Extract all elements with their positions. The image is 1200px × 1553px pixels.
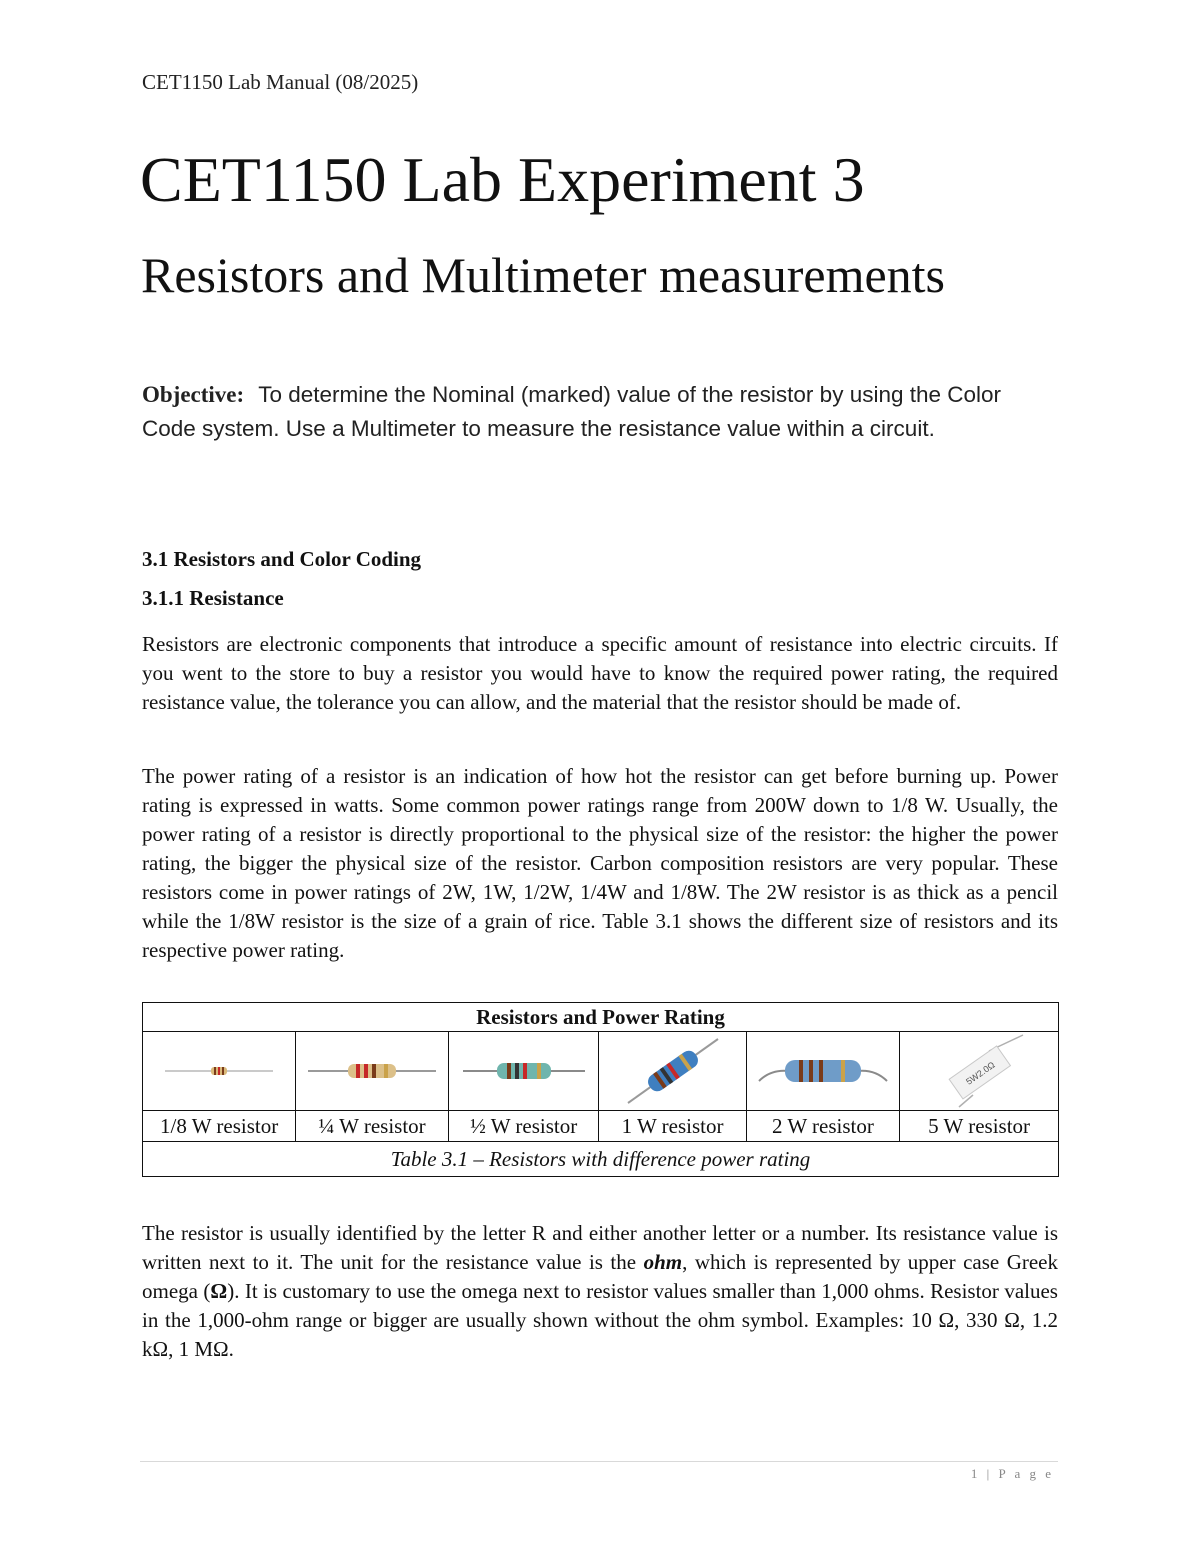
cement-resistor-marking: 5W2.0Ω [964,1059,997,1087]
notation-text-c: ). It is customary to use the omega next to resistor values smaller than 1,000 ohms. Resistor values in the 1,000-ohm range or bigger are usually shown without the ohm symbol. Examples: 10 Ω, 330 Ω, 1.2 kΩ, 1 MΩ. [142,1279,1058,1361]
paragraph-resistors-intro: Resistors are electronic components that introduce a specific amount of resistance into electric circuits. If you went to the store to buy a resistor you would have to know the required power rating, the required resistance value, the tolerance you can allow, and the material that the resistor should be made of. [142,632,1058,714]
resistor-label-1-4w: ¼ W resistor [296,1111,449,1142]
page-title: CET1150 Lab Experiment 3 [140,144,865,215]
subsection-heading: 3.1.1 Resistance [142,586,284,610]
objective-label: Objective: [142,382,245,407]
running-header: CET1150 Lab Manual (08/2025) [142,70,419,94]
objective-text: To determine the Nominal (marked) value of the resistor by using the Color Code system. Use a Multimeter to measure the resistance value within a circuit. [142,382,1002,441]
table-title: Resistors and Power Rating [143,1003,1059,1032]
resistor-power-table [142,1002,1059,1177]
footer-divider [140,1461,1058,1462]
resistor-image-2w [746,1032,900,1111]
resistor-label-1w: 1 W resistor [599,1111,746,1142]
paragraph-resistor-notation [142,1219,1058,1364]
notation-text-b: , which is represented by upper case Greek omega ( [142,1250,1059,1303]
table-caption: Table 3.1 – Resistors with difference power rating [143,1142,1059,1177]
resistor-label-1-8w: 1/8 W resistor [143,1111,296,1142]
resistor-image-1-4w [296,1032,449,1111]
resistor-image-1-8w [143,1032,296,1111]
resistor-label-1-2w: ½ W resistor [448,1111,599,1142]
paragraph-power-rating: The power rating of a resistor is an indication of how hot the resistor can get before burning up. Power rating is expressed in watts. Some common power ratings range from 200W down to 1/8 W. Usually, the power rating of a resistor is directly proportional to the physical size of the resistor: the higher the power rating, the bigger the physical size of the resistor. Carbon composition resistors are very popular. These resistors come in power ratings of 2W, 1W, 1/2W, 1/4W and 1/8W. The 2W resistor is as thick as a pencil while the 1/8W resistor is the size of a grain of rice. Table 3.1 shows the different size of resistors and its respective power rating. [142,764,1058,962]
section-heading: 3.1 Resistors and Color Coding [142,547,422,571]
resistor-label-5w: 5 W resistor [900,1111,1059,1142]
resistor-label-2w: 2 W resistor [746,1111,900,1142]
resistor-image-1-2w [448,1032,599,1111]
ohm-term: ohm [643,1250,683,1274]
objective-paragraph [142,378,1057,446]
page-subtitle: Resistors and Multimeter measurements [141,247,946,303]
notation-text-a: The resistor is usually identified by the letter R and either another letter or a number. Its resistance value is written next to it. The unit for the resistance value is the [142,1221,1058,1274]
resistor-image-5w [900,1032,1059,1111]
page-number: 1 | P a g e [970,1466,1054,1481]
omega-symbol: Ω [210,1279,228,1303]
resistor-image-1w [599,1032,746,1111]
